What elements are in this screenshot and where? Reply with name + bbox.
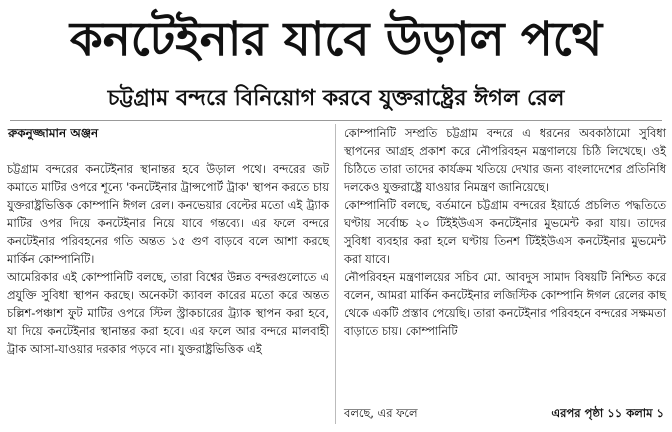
right-paragraph-3: নৌপরিবহন মন্ত্রণালয়ের সচিব মো. আবদুস সামাদ বিষয়টি নিশ্চিত করে বলেন, আমরা মার্কিন কনটেইনার লজিস্টিক কোম্পানি ঈগল রেলের কাছ থেকে একটি প্রস্তাব পেয়েছি। তারা কনটেইনার পরিবহনে বন্দরের সক্ষমতা বাড়াতে চায়। কোম্পানিটি <box>344 270 666 338</box>
right-paragraph-1: কোম্পানিটি সম্প্রতি চট্টগ্রাম বন্দরে এ ধরনের অবকাঠামো সুবিধা স্থাপনের আগ্রহ প্রকাশ করে নৌপরিবহন মন্ত্রণালয়ে চিঠি লিখেছে। ওই চিঠিতে তারা তাদের কার্যক্রম খতিয়ে দেখার জন্য বাংলাদেশের প্রতিনিধি দলকেও যুক্তরাষ্ট্রে যাওয়ার নিমন্ত্রণ জানিয়েছে। <box>344 126 666 194</box>
column-divider <box>335 124 336 424</box>
subheadline: চট্টগ্রাম বন্দরে বিনিয়োগ করবে যুক্তরাষ্ট্রের ঈগল রেল <box>107 86 565 111</box>
right-paragraph-2: কোম্পানিটি বলছে, বর্তমানে চট্টগ্রাম বন্দরের ইয়ার্ডে প্রচলিত পদ্ধতিতে ঘণ্টায় সর্বোচ্চ ২০ টিইইউএস কনটেইনার মুভমেন্ট করা যায়। তাদের সুবিধা ব্যবহার করা হলে ঘণ্টায় তিনশ টিইইউএস কনটেইনার মুভমেন্ট করা যাবে। <box>344 198 666 266</box>
left-paragraph-1: চট্টগ্রাম বন্দরের কনটেইনার স্থানান্তর হবে উড়াল পথে। বন্দরের জট কমাতে মাটির ওপরে শূন্যে 'কনটেইনার ট্রান্সপোর্ট ট্রাক' স্থাপন করতে চায় যুক্তরাষ্ট্রভিত্তিক কোম্পানি ঈগল রেল। কনভেয়ার বেল্টের মতো এই ট্র্যাক মাটির ওপর দিয়ে কনটেইনার নিয়ে যাবে গন্তব্যে। এর ফলে বন্দরে কনটেইনার পরিবহনের গতি অন্তত ১৫ গুণ বাড়বে বলে আশা করছে মার্কিন কোম্পানিটি। <box>7 162 329 266</box>
left-column <box>7 160 329 358</box>
left-paragraph-2: আমেরিকার এই কোম্পানিটি বলছে, তারা বিশ্বের উন্নত বন্দরগুলোতে এ প্রযুক্তি সুবিধা স্থাপন করছে। অনেকটা ক্যাবল কারের মতো করে অন্তত চল্লিশ-পঞ্চাশ ফুট মাটির ওপরে স্টিল স্ট্রাকচারের ট্র্যাক স্থাপন করা হবে, যা দিয়ে কনটেইনার স্থানান্তর করা হবে। এর ফলে আর বন্দরে মালবাহী ট্রাক আসা-যাওয়ার দরকার পড়বে না। যুক্তরাষ্ট্রভিত্তিক এই <box>7 270 329 356</box>
right-column <box>344 124 666 340</box>
column-tail-text: বলছে, এর ফলে <box>344 406 418 420</box>
headline: কনটেইনার যাবে উড়াল পথে <box>69 12 603 67</box>
top-rule <box>10 120 662 121</box>
byline: রুকনুজ্জামান অঞ্জন <box>8 126 99 140</box>
continuation-note: এরপর পৃষ্ঠা ১১ কলাম ১ <box>551 406 664 420</box>
